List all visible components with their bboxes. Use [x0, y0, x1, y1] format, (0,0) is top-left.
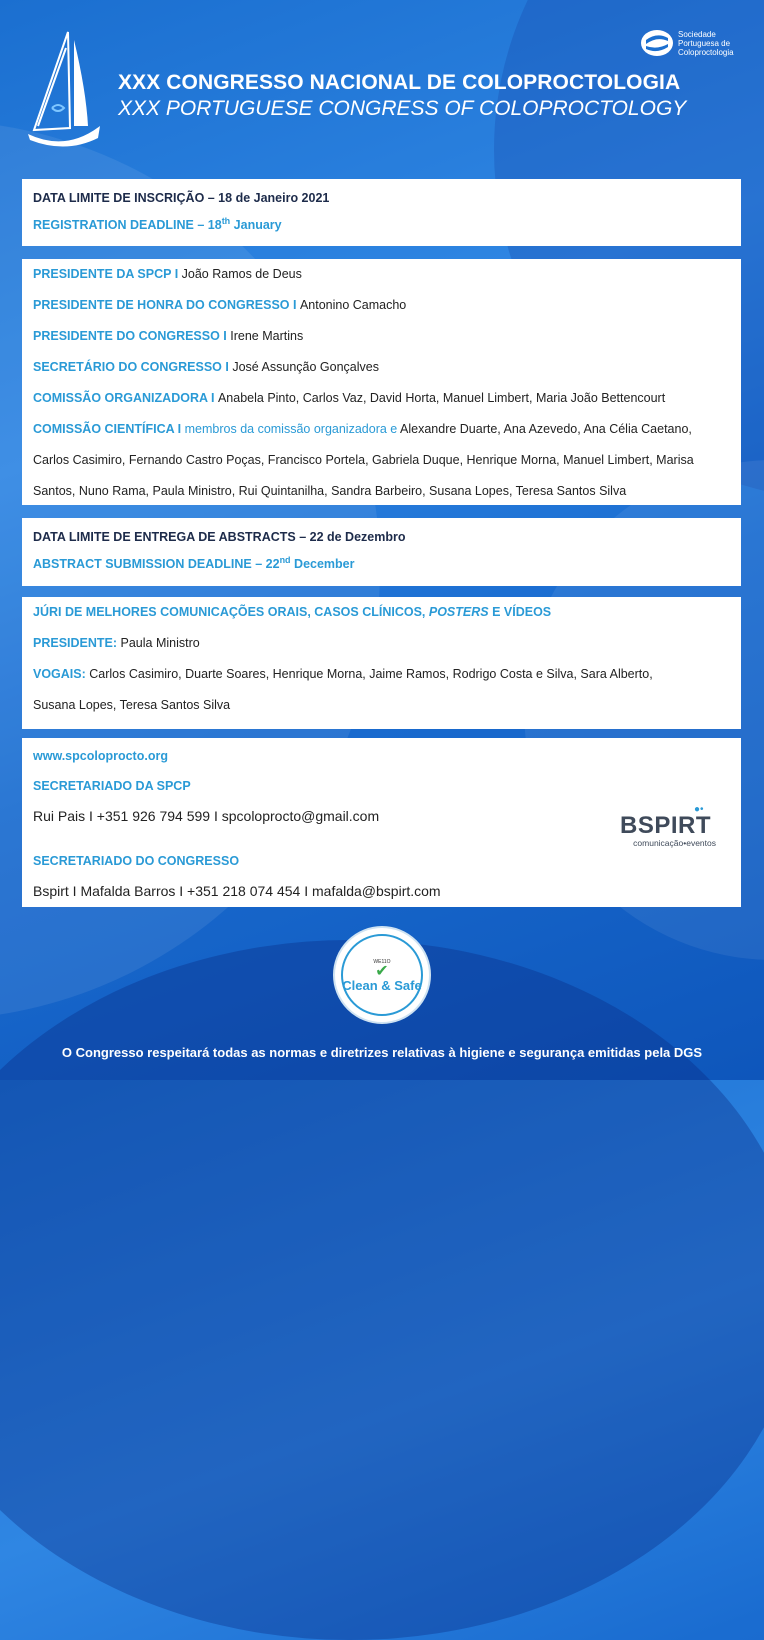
spcp-logo [640, 24, 740, 62]
page-title [118, 70, 686, 122]
clean-safe-badge [333, 926, 431, 1024]
jury-title [33, 597, 730, 628]
spcp-logo-line: Coloproctologia [678, 47, 734, 57]
committee-row [33, 352, 730, 383]
committee-row-value: João Ramos de Deus [181, 267, 302, 281]
bspirt-tagline: comunicação•eventos [633, 838, 716, 848]
scientific-sublabel: membros da comissão organizadora e [184, 422, 401, 436]
jury-box [22, 597, 741, 729]
sailboat-logo [26, 30, 102, 148]
congress-secretariat-label: SECRETARIADO DO CONGRESSO [33, 854, 240, 868]
title-english: XXX PORTUGUESE CONGRESS OF COLOPROCTOLOGY [118, 97, 687, 120]
jury-members-row [33, 659, 730, 690]
registration-en-sup: th [221, 215, 231, 226]
jury-president-label: PRESIDENTE: [33, 636, 121, 650]
committee-row-value: Anabela Pinto, Carlos Vaz, David Horta, Manuel Limbert, Maria João Bettencourt [217, 391, 666, 405]
committee-row-label: PRESIDENTE DO CONGRESSO I [33, 329, 231, 343]
jury-title-a: JÚRI DE MELHORES COMUNICAÇÕES ORAIS, CASOS CLÍNICOS, [33, 605, 429, 619]
spcp-mark-icon [640, 28, 674, 58]
committee-row-label: PRESIDENTE DE HONRA DO CONGRESSO I [33, 298, 300, 312]
spcp-logo-line: Portuguesa de [678, 38, 731, 48]
committee-box [22, 259, 741, 505]
website-link[interactable]: www.spcoloprocto.org [33, 749, 168, 763]
jury-title-italic: POSTERS [428, 605, 489, 619]
spcp-secretariat-label: SECRETARIADO DA SPCP [33, 779, 191, 793]
scientific-members-line: Carlos Casimiro, Fernando Castro Poças, Francisco Portela, Gabriela Duque, Henrique Morna, Manuel Limbert, Marisa [33, 453, 694, 467]
spcp-secretariat-contact: Rui Pais I +351 926 794 599 I spcoloprocto@gmail.com [33, 808, 380, 824]
registration-deadline-en [33, 212, 730, 239]
abstracts-deadline-en [33, 551, 730, 578]
scientific-members: Alexandre Duarte, Ana Azevedo, Ana Célia Caetano, [400, 422, 692, 436]
scientific-members-line: Santos, Nuno Rama, Paula Ministro, Rui Quintanilha, Sandra Barbeiro, Susana Lopes, Teresa Santos Silva [33, 484, 627, 498]
committee-row-value: José Assunção Gonçalves [232, 360, 379, 374]
registration-box [22, 179, 741, 246]
jury-members-label: VOGAIS: [33, 667, 90, 681]
committee-row [33, 259, 730, 290]
bspirt-logo [620, 804, 716, 854]
abstracts-en-text: ABSTRACT SUBMISSION DEADLINE – 22 [33, 557, 280, 571]
drops-icon: ●• [694, 804, 704, 815]
jury-president-row [33, 628, 730, 659]
scientific-committee-row [33, 414, 730, 445]
badge-text: Clean & Safe [342, 977, 422, 993]
abstracts-deadline-pt: DATA LIMITE DE ENTREGA DE ABSTRACTS – 22 de Dezembro [33, 530, 406, 544]
scientific-label: COMISSÃO CIENTÍFICA I [33, 422, 185, 436]
committee-row [33, 383, 730, 414]
contacts-box [22, 738, 741, 907]
committee-row-label: COMISSÃO ORGANIZADORA I [33, 391, 218, 405]
jury-members-value: Carlos Casimiro, Duarte Soares, Henrique Morna, Jaime Ramos, Rodrigo Costa e Silva, Sara Alberto, [89, 667, 653, 681]
bspirt-name: BSPIRT [620, 812, 712, 839]
abstracts-en-sup: nd [279, 554, 291, 565]
registration-en-tail: January [230, 218, 282, 232]
badge-top-text: WE11O [373, 958, 391, 965]
committee-row-value: Antonino Camacho [299, 298, 407, 312]
committee-row-label: PRESIDENTE DA SPCP I [33, 267, 182, 281]
spcp-logo-line: Sociedade [678, 29, 716, 39]
jury-president-value: Paula Ministro [120, 636, 200, 650]
jury-members-line: Susana Lopes, Teresa Santos Silva [33, 698, 231, 712]
jury-title-b: E VÍDEOS [488, 605, 552, 619]
registration-en-text: REGISTRATION DEADLINE – 18 [33, 218, 222, 232]
registration-deadline-pt: DATA LIMITE DE INSCRIÇÃO – 18 de Janeiro 2021 [33, 191, 330, 205]
footer-note: O Congresso respeitará todas as normas e diretrizes relativas à higiene e segurança emitidas pela DGS [61, 1045, 703, 1060]
congress-secretariat-contact: Bspirt I Mafalda Barros I +351 218 074 454 I mafalda@bspirt.com [33, 883, 441, 899]
abstracts-en-tail: December [290, 557, 355, 571]
committee-row [33, 321, 730, 352]
abstracts-box [22, 518, 741, 586]
committee-row-label: SECRETÁRIO DO CONGRESSO I [33, 360, 233, 374]
committee-row [33, 290, 730, 321]
title-portuguese: XXX CONGRESSO NACIONAL DE COLOPROCTOLOGIA [118, 71, 681, 94]
committee-row-value: Irene Martins [230, 329, 304, 343]
checkmark-icon: ✔ [375, 962, 389, 980]
